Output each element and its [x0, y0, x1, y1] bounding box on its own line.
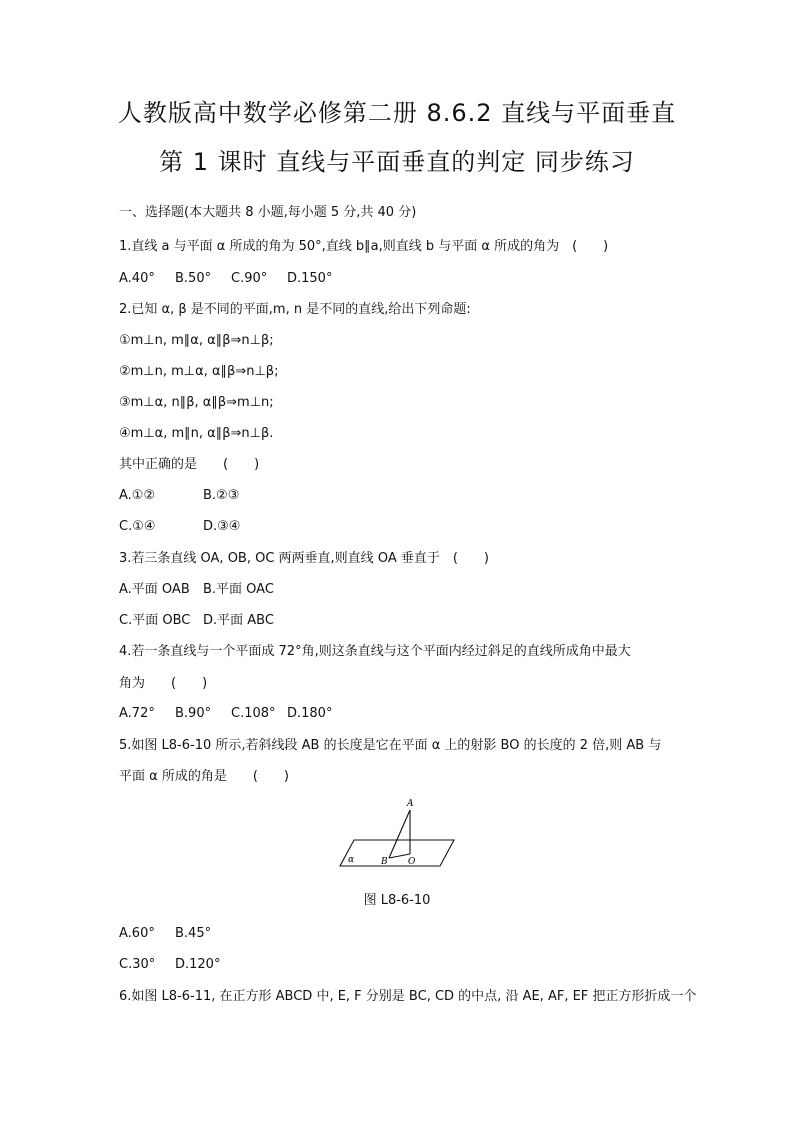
segment-ab — [389, 810, 410, 858]
q2-option-a: A.①② — [119, 488, 156, 503]
q3-options-row-2 — [119, 612, 274, 630]
q4-option-a: A.72° — [119, 706, 155, 721]
q4-stem-line-1: 4.若一条直线与一个平面成 72°角,则这条直线与这个平面内经过斜足的直线所成角中最大 — [119, 644, 631, 659]
q2-item-4: ④m⊥α, m∥n, α∥β⇒n⊥β. — [119, 426, 274, 441]
q2-option-b: B.②③ — [203, 488, 240, 503]
q6-stem-line-1: 6.如图 L8-6-11, 在正方形 ABCD 中, E, F 分别是 BC, CD 的中点, 沿 AE, AF, EF 把正方形折成一个 — [119, 989, 697, 1004]
q4-options — [119, 705, 347, 723]
q3-option-b: B.平面 OAC — [203, 582, 274, 597]
q4-stem-line-2: 角为 ( ) — [119, 676, 208, 691]
label-alpha: α — [348, 855, 355, 865]
q5-option-b: B.45° — [175, 926, 212, 941]
segment-bo — [389, 854, 410, 858]
q5-options-row-1 — [119, 925, 211, 943]
q5-stem-line-1: 5.如图 L8-6-10 所示,若斜线段 AB 的长度是它在平面 α 上的射影 BO 的长度的 2 倍,则 AB 与 — [119, 738, 662, 753]
q2-option-c: C.①④ — [119, 519, 156, 534]
q2-item-1: ①m⊥n, m∥α, α∥β⇒n⊥β; — [119, 333, 274, 348]
q1-option-c: C.90° — [231, 271, 268, 286]
q2-options-row-1 — [119, 487, 239, 505]
q1-stem: 1.直线 a 与平面 α 所成的角为 50°,直线 b∥a,则直线 b 与平面 α 所成的角为 ( ) — [119, 239, 609, 254]
q2-option-d: D.③④ — [203, 519, 241, 534]
q3-options-row-1 — [119, 581, 274, 599]
q2-item-3: ③m⊥α, n∥β, α∥β⇒m⊥n; — [119, 395, 274, 410]
q2-item-2: ②m⊥n, m⊥α, α∥β⇒n⊥β; — [119, 364, 279, 379]
q4-option-d: D.180° — [287, 706, 333, 721]
q5-stem-line-2: 平面 α 所成的角是 ( ) — [119, 769, 289, 784]
label-a: A — [407, 799, 414, 809]
q3-option-d: D.平面 ABC — [203, 613, 274, 628]
q3-stem: 3.若三条直线 OA, OB, OC 两两垂直,则直线 OA 垂直于 ( ) — [119, 551, 489, 566]
q1-option-b: B.50° — [175, 271, 212, 286]
q4-option-b: B.90° — [175, 706, 212, 721]
q5-option-a: A.60° — [119, 926, 155, 941]
label-b: B — [381, 857, 388, 867]
q5-options-row-2 — [119, 956, 220, 974]
q3-option-a: A.平面 OAB — [119, 582, 190, 597]
q5-option-c: C.30° — [119, 957, 156, 972]
label-o: O — [408, 857, 416, 867]
q5-figure-caption: 图 L8-6-10 — [363, 893, 431, 908]
q5-option-d: D.120° — [175, 957, 221, 972]
q5-figure-plane-diagram — [336, 796, 458, 868]
q4-option-c: C.108° — [231, 706, 276, 721]
q1-option-d: D.150° — [287, 271, 333, 286]
section-heading: 一、选择题(本大题共 8 小题,每小题 5 分,共 40 分) — [119, 205, 417, 220]
q3-option-c: C.平面 OBC — [119, 613, 191, 628]
title-line-1: 人教版高中数学必修第二册 8.6.2 直线与平面垂直 — [117, 99, 677, 127]
title-line-2: 第 1 课时 直线与平面垂直的判定 同步练习 — [159, 148, 635, 176]
plane-alpha-parallelogram — [340, 840, 454, 866]
q2-question: 其中正确的是 ( ) — [119, 457, 260, 472]
q2-stem: 2.已知 α, β 是不同的平面,m, n 是不同的直线,给出下列命题: — [119, 302, 471, 317]
q2-options-row-2 — [119, 518, 240, 536]
q1-options — [119, 270, 347, 288]
q1-option-a: A.40° — [119, 271, 155, 286]
